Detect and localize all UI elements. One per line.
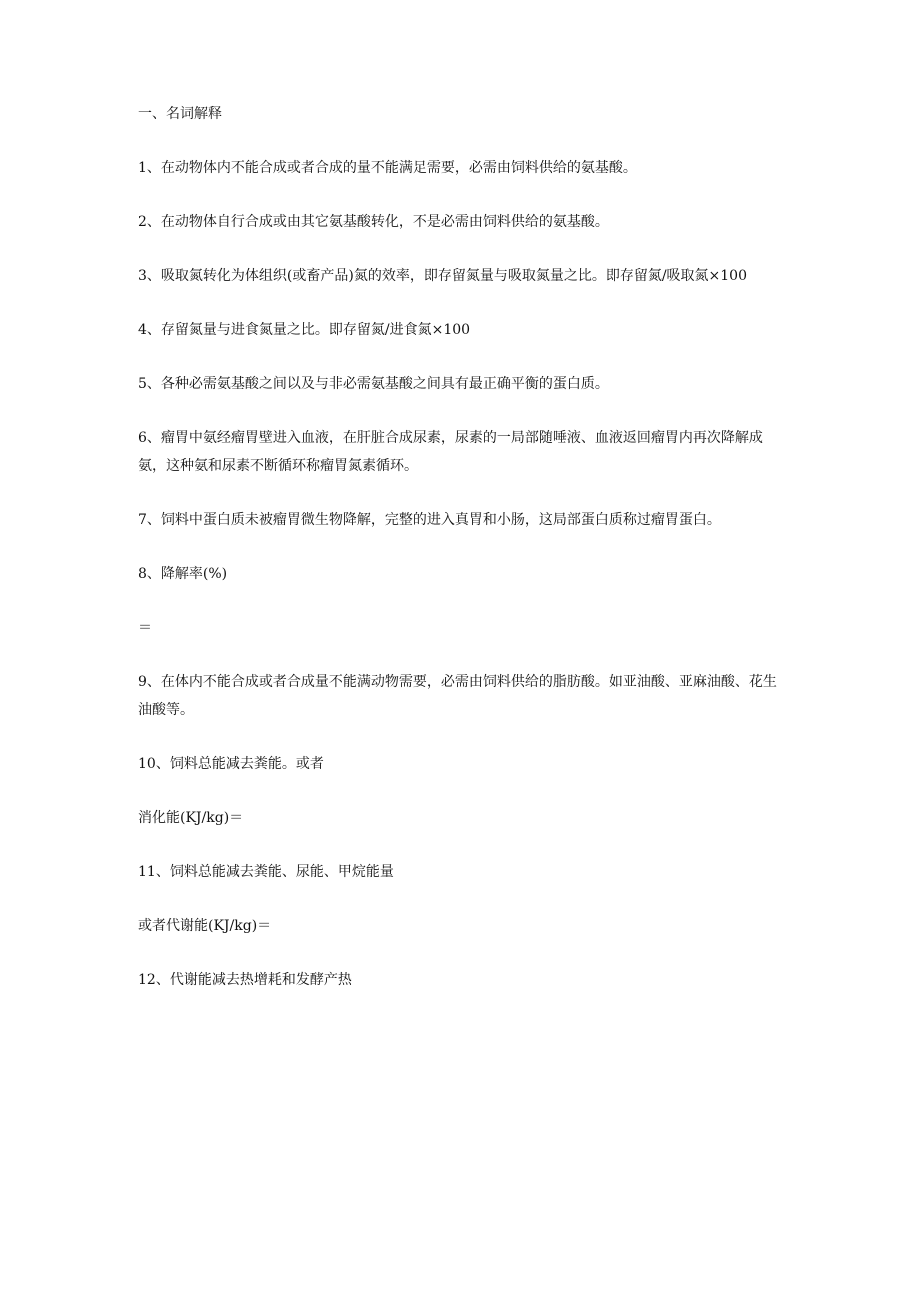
digestible-energy-formula: 消化能(KJ/kg)＝ <box>138 810 244 826</box>
definition-8: 8、降解率(%) <box>138 566 228 582</box>
definition-1: 1、在动物体内不能合成或者合成的量不能满足需要，必需由饲料供给的氨基酸。 <box>138 160 637 176</box>
definition-11: 11、饲料总能减去粪能、尿能、甲烷能量 <box>138 864 394 880</box>
metabolizable-energy-formula: 或者代谢能(KJ/kg)＝ <box>138 918 272 934</box>
definition-4: 4、存留氮量与进食氮量之比。即存留氮/进食氮×100 <box>138 322 471 338</box>
definition-12: 12、代谢能减去热增耗和发酵产热 <box>138 972 352 988</box>
document-content <box>138 100 786 1020</box>
definition-6: 6、瘤胃中氨经瘤胃壁进入血液，在肝脏合成尿素，尿素的一局部随唾液、血液返回瘤胃内再次降解成氨，这种氨和尿素不断循环称瘤胃氮素循环。 <box>138 430 763 474</box>
formula-equals: ＝ <box>138 620 152 636</box>
definition-9: 9、在体内不能合成或者合成量不能满动物需要，必需由饲料供给的脂肪酸。如亚油酸、亚麻油酸、花生油酸等。 <box>138 674 777 718</box>
definition-7: 7、饲料中蛋白质未被瘤胃微生物降解，完整的进入真胃和小肠，这局部蛋白质称过瘤胃蛋白。 <box>138 512 721 528</box>
definition-2: 2、在动物体自行合成或由其它氨基酸转化，不是必需由饲料供给的氨基酸。 <box>138 214 609 230</box>
definition-3: 3、吸取氮转化为体组织(或畜产品)氮的效率，即存留氮量与吸取氮量之比。即存留氮/吸取氮×100 <box>138 268 747 284</box>
section-heading: 一、名词解释 <box>138 106 222 122</box>
definition-5: 5、各种必需氨基酸之间以及与非必需氨基酸之间具有最正确平衡的蛋白质。 <box>138 376 609 392</box>
definition-10: 10、饲料总能减去粪能。或者 <box>138 756 324 772</box>
